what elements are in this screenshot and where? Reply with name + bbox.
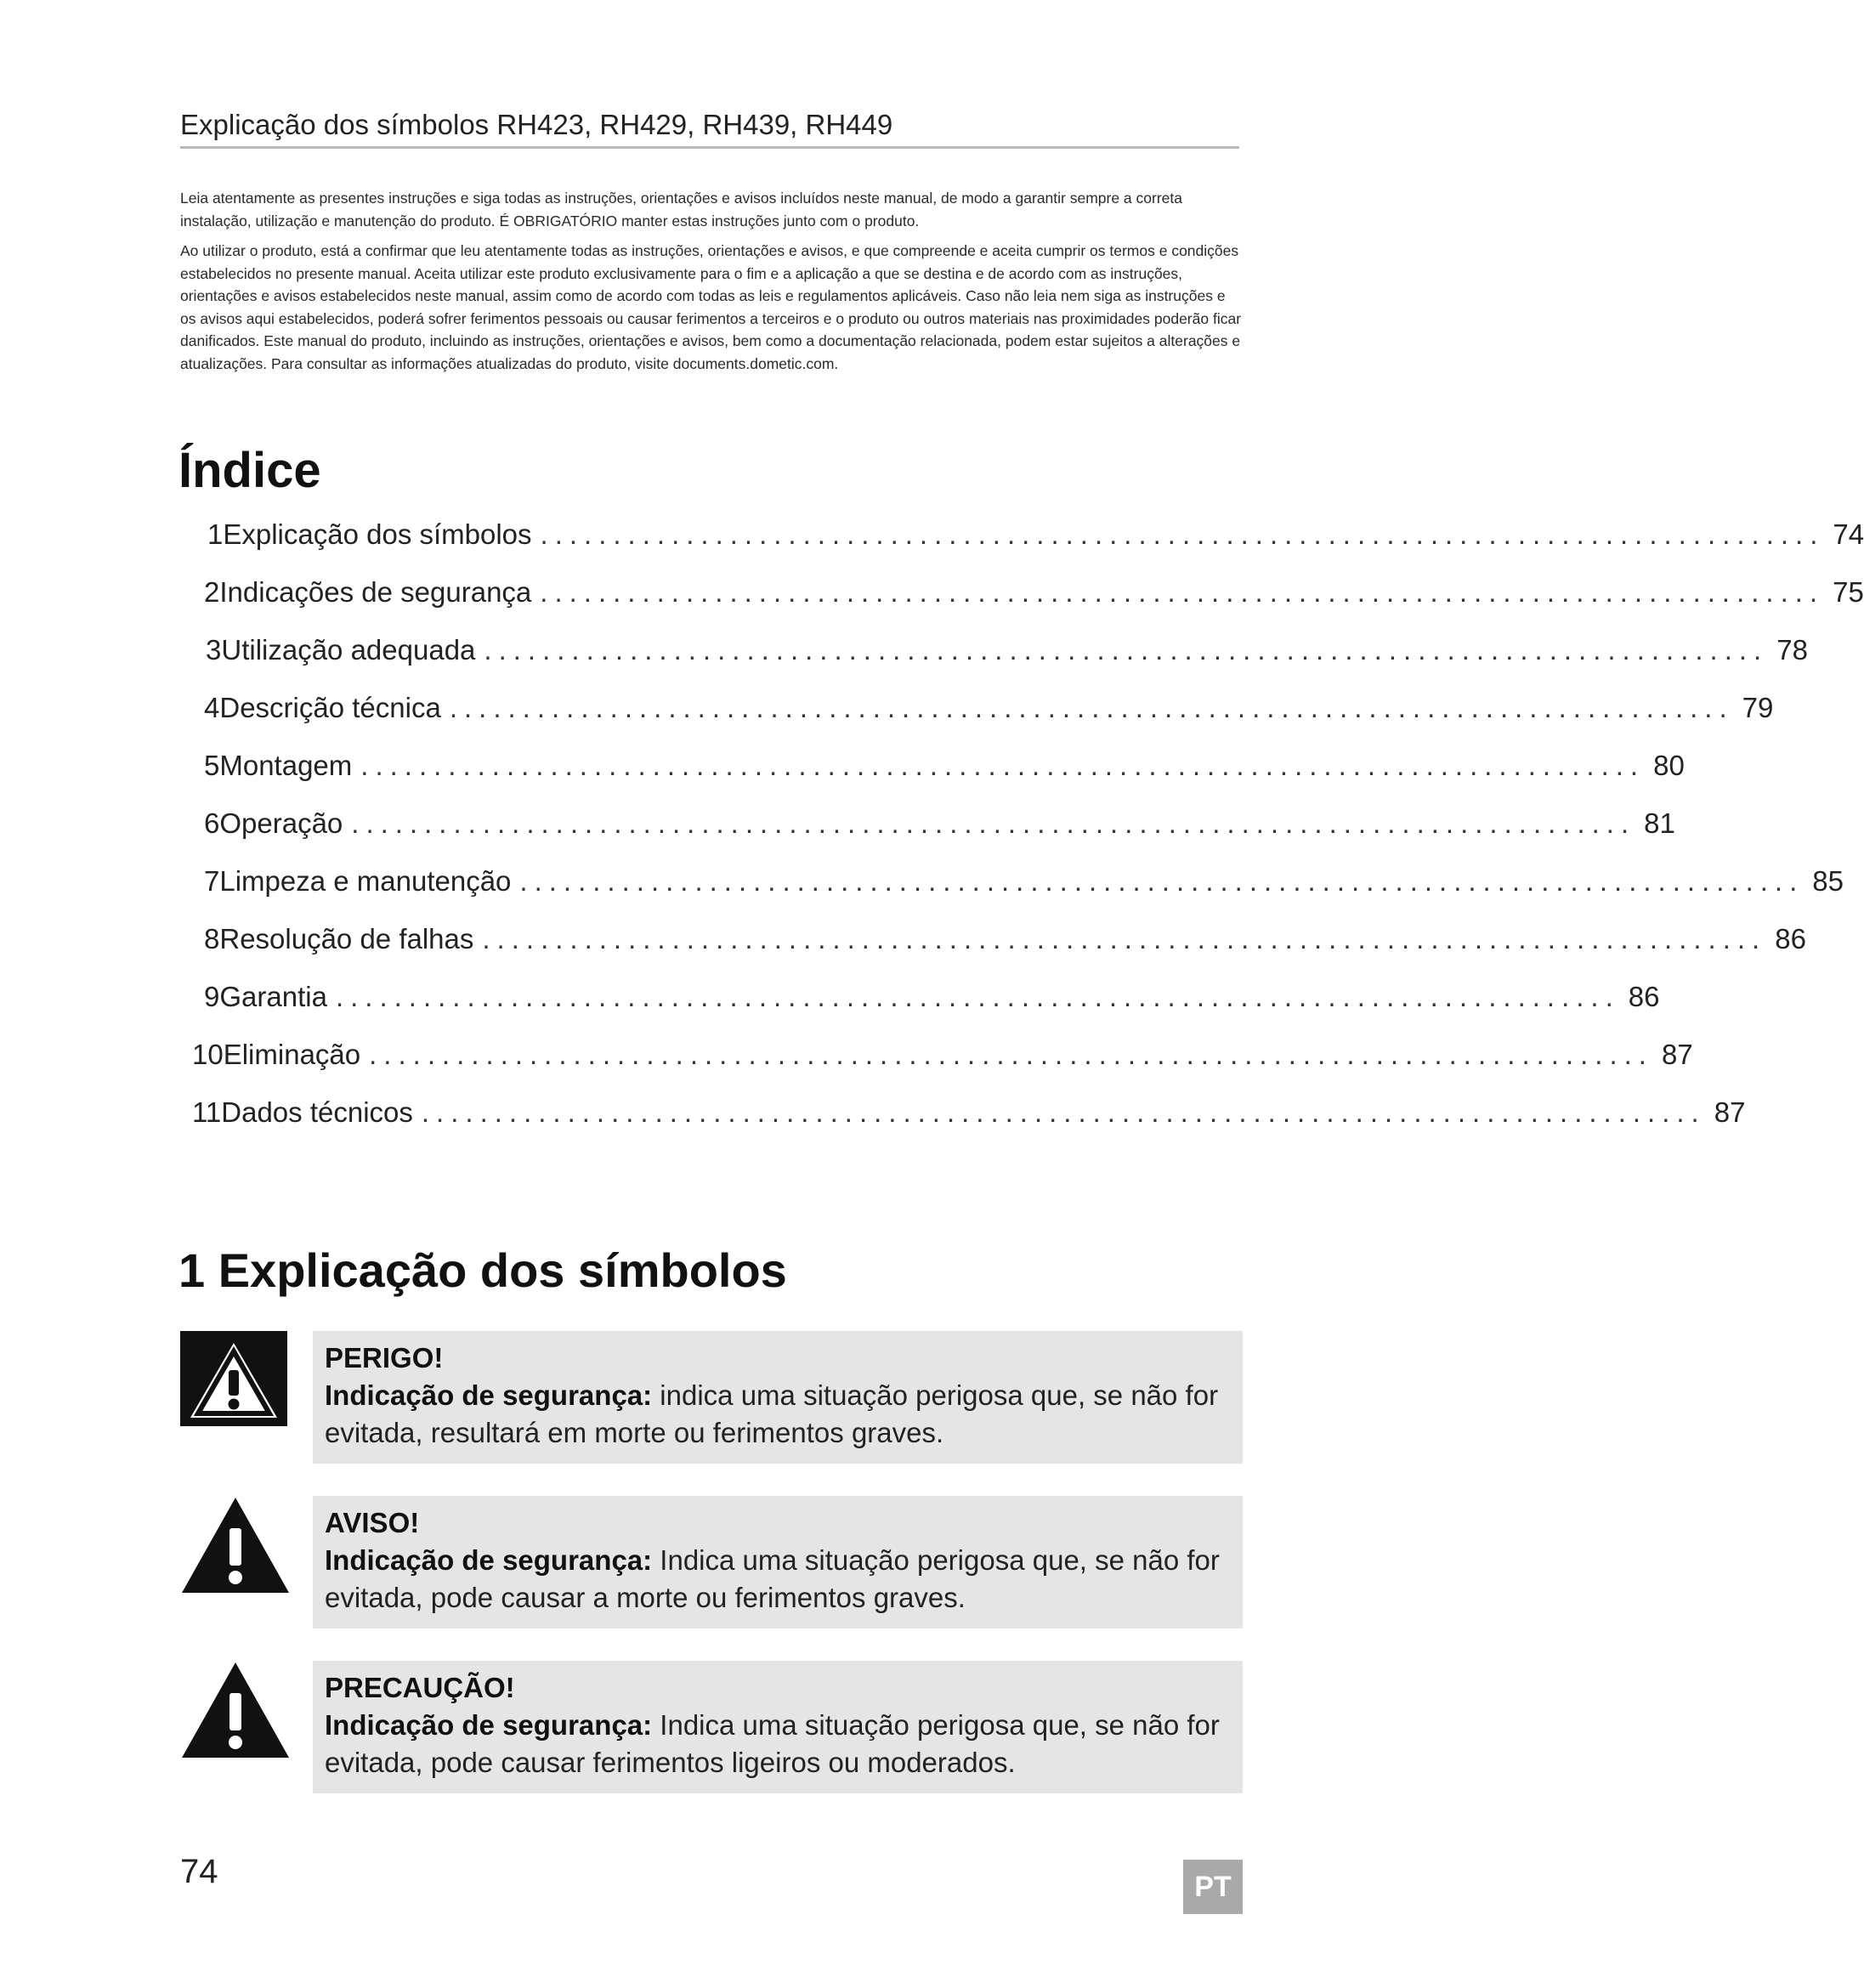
toc-dot-leader: ........................................................................................ xyxy=(335,981,1620,1012)
toc-entry-page: 78 xyxy=(1776,634,1808,665)
notice-lead: Indicação de segurança: xyxy=(325,1379,653,1411)
toc-entry-number: 7 xyxy=(204,865,220,897)
toc-entry-label: Garantia xyxy=(219,981,327,1012)
toc-entry-page: 87 xyxy=(1714,1096,1746,1128)
warning-notice xyxy=(180,1496,1243,1628)
toc-entry-page: 79 xyxy=(1742,692,1774,723)
toc-entry-label: Limpeza e manutenção xyxy=(219,865,512,897)
toc-dot-leader: ........................................................................................ xyxy=(421,1096,1706,1128)
toc-dot-leader: ........................................................................................ xyxy=(482,923,1767,954)
toc-entry-page: 85 xyxy=(1812,865,1844,897)
toc-entry-page: 75 xyxy=(1833,576,1864,608)
notice-text: Indica uma situação perigosa que, se não for evitada, pode causar a morte ou ferimentos graves. xyxy=(325,1544,1220,1613)
danger-notice xyxy=(180,1331,1243,1464)
toc-entry[interactable] xyxy=(204,576,1864,617)
toc-entry-page: 86 xyxy=(1628,981,1660,1012)
toc-entry-label: Resolução de falhas xyxy=(219,923,474,954)
toc-entry[interactable] xyxy=(204,692,1774,733)
toc-entry-page: 74 xyxy=(1833,518,1864,550)
header-title: Explicação dos símbolos RH423, RH429, RH439, RH449 xyxy=(180,109,1239,149)
page-number: 74 xyxy=(180,1853,218,1890)
warning-icon xyxy=(180,1496,291,1594)
notice-text: Indica uma situação perigosa que, se não for evitada, pode causar ferimentos ligeiros ou moderados. xyxy=(325,1709,1220,1778)
intro-paragraph-1: Leia atentamente as presentes instruções e siga todas as instruções, orientações e avisos incluídos neste manual, de modo a garantir sempre a correta instalação, utilização e manutenção do produto. É OBRIGATÓRIO manter estas instruções junto com o produto. xyxy=(180,190,1182,229)
toc-entry-label: Montagem xyxy=(219,750,353,781)
toc-dot-leader: ........................................................................................ xyxy=(360,750,1646,781)
toc-entry-page: 86 xyxy=(1775,923,1806,954)
danger-icon xyxy=(180,1331,291,1429)
intro-paragraph-2: Ao utilizar o produto, está a confirmar que leu atentamente todas as instruções, orientações e avisos, e que compreende e aceita cumprir os termos e condições estabelecidos no presente manual. Aceita utilizar este produto exclusivamente para o fim e a aplicação a que se destina e de acordo com as instruções, orientações e avisos estabelecidos neste manual, assim como de acordo com todas as leis e regulamentos aplicáveis. Caso não leia nem siga as instruções e os avisos aqui estabelecidos, poderá sofrer ferimentos pessoais ou causar ferimentos a terceiros e o produto ou outros materiais nas proximidades poderão ficar danificados. Este manual do produto, incluindo as instruções, orientações e avisos, bem como a documentação relacionada, podem estar sujeitos a alterações e atualizações. Para consultar as informações atualizadas do produto, visite documents.dometic.com. xyxy=(180,242,1242,372)
notice-body xyxy=(325,1377,1231,1452)
toc-entry[interactable] xyxy=(192,1039,1693,1079)
toc-entry-number: 6 xyxy=(204,807,220,839)
notice-lead: Indicação de segurança: xyxy=(325,1709,653,1741)
toc-entry-label: Explicação dos símbolos xyxy=(223,518,532,550)
toc-entry-number: 5 xyxy=(204,750,220,781)
caution-notice xyxy=(180,1661,1243,1793)
notice-heading: PRECAUÇÃO! xyxy=(325,1672,515,1703)
toc-entry-label: Descrição técnica xyxy=(219,692,441,723)
toc-entry[interactable] xyxy=(204,807,1675,848)
toc-entry[interactable] xyxy=(204,981,1660,1022)
toc-entry-number: 11 xyxy=(192,1096,222,1128)
toc-entry-number: 3 xyxy=(206,634,222,665)
toc-entry-number: 8 xyxy=(204,923,220,954)
toc-entry-page: 87 xyxy=(1661,1039,1693,1070)
notice-heading: AVISO! xyxy=(325,1507,420,1538)
notice-lead: Indicação de segurança: xyxy=(325,1544,653,1576)
section-title: 1 Explicação dos símbolos xyxy=(178,1243,787,1297)
toc-entry-number: 10 xyxy=(192,1039,224,1070)
toc-dot-leader: ........................................................................................ xyxy=(351,807,1636,839)
toc-dot-leader: ........................................................................................ xyxy=(449,692,1734,723)
toc-entry-label: Operação xyxy=(219,807,343,839)
warning-notice-box xyxy=(313,1496,1243,1628)
danger-notice-box xyxy=(313,1331,1243,1464)
caution-notice-box xyxy=(313,1661,1243,1793)
notice-body xyxy=(325,1707,1231,1781)
toc-dot-leader: ........................................................................................ xyxy=(519,865,1805,897)
toc-entry-page: 81 xyxy=(1644,807,1675,839)
toc-entry[interactable] xyxy=(204,865,1844,906)
notice-heading: PERIGO! xyxy=(325,1342,444,1373)
toc-dot-leader: ........................................................................................ xyxy=(484,634,1769,665)
toc-entry-number: 9 xyxy=(204,981,220,1012)
toc-entry-number: 1 xyxy=(207,518,224,550)
toc-title: Índice xyxy=(178,443,321,498)
toc-entry-label: Dados técnicos xyxy=(221,1096,413,1128)
toc-entry-number: 2 xyxy=(204,576,220,608)
toc-entry[interactable] xyxy=(206,634,1808,675)
toc-entry-page: 80 xyxy=(1653,750,1685,781)
toc-entry-label: Utilização adequada xyxy=(221,634,476,665)
notice-body xyxy=(325,1542,1231,1617)
toc-entry-label: Indicações de segurança xyxy=(219,576,532,608)
toc-dot-leader: ........................................................................................ xyxy=(540,576,1825,608)
toc-entry[interactable] xyxy=(192,1096,1746,1137)
toc-entry[interactable] xyxy=(204,750,1685,790)
notice-text: indica uma situação perigosa que, se não for evitada, resultará em morte ou ferimentos graves. xyxy=(325,1379,1219,1448)
caution-icon xyxy=(180,1661,291,1759)
toc-entry-number: 4 xyxy=(204,692,220,723)
toc-entry-label: Eliminação xyxy=(223,1039,361,1070)
toc-entry[interactable] xyxy=(204,923,1806,964)
language-badge: PT xyxy=(1183,1860,1243,1914)
toc-entry[interactable] xyxy=(207,518,1864,559)
toc-dot-leader: ........................................................................................ xyxy=(369,1039,1653,1070)
toc-dot-leader: ........................................................................................ xyxy=(540,518,1825,550)
